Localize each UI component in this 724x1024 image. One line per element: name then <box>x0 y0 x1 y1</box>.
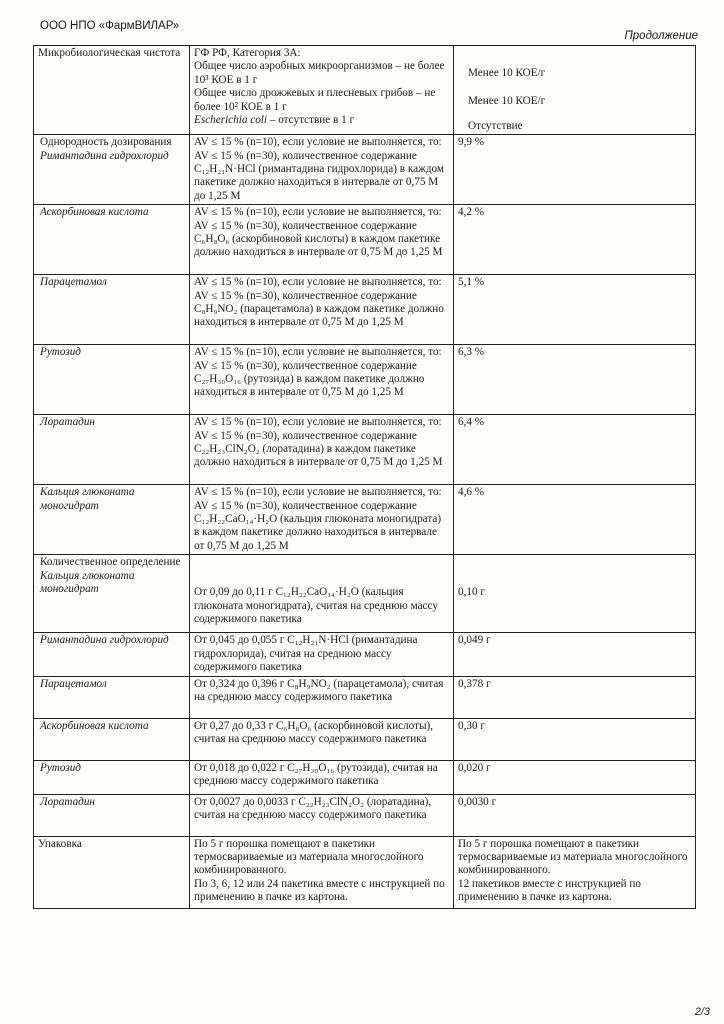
table-row <box>34 760 696 794</box>
micro-req-4 <box>194 114 449 127</box>
assay-res-2: 0,378 г <box>454 676 696 718</box>
assay-name-2: Парацетамол <box>34 676 190 718</box>
assay-req-0-text: От 0,09 до 0,11 г C₁₂H₂₂CaO₁₄·H₂O (кальция глюконата моногидрата), считая на среднюю массу содержимого пакетика <box>194 586 438 626</box>
uniformity-req-0: AV ≤ 15 % (n=10), если условие не выполняется, то: AV ≤ 15 % (n=30), количественное содержание C₁₂H₂₁N·HCl (римантадина гидрохлорида) в каждом пакетике должно находиться в интервале от 0,75 М до 1,25 М <box>190 135 454 205</box>
uniformity-name-4: Лоратадин <box>34 415 190 485</box>
table-row <box>34 275 696 345</box>
table-row <box>34 345 696 415</box>
assay-res-0-text: 0,10 г <box>458 586 485 599</box>
table-row <box>34 415 696 485</box>
assay-req-0 <box>190 555 454 633</box>
assay-req-1: От 0,045 до 0,055 г C₁₂H₂₁N·HCl (римантадина гидрохлорида), считая на среднюю массу содержимого пакетика <box>190 633 454 676</box>
uniformity-req-4: AV ≤ 15 % (n=10), если условие не выполняется, то: AV ≤ 15 % (n=30), количественное содержание C₂₂H₂₃ClN₂O₂ (лоратадина) в каждом пакетике должно находиться в интервале от 0,75 М до 1,25 М <box>190 415 454 485</box>
page-number: 2/3 <box>694 1006 710 1018</box>
micro-req-3: Общее число дрожжевых и плесневых грибов – не более 10² КОЕ в 1 г <box>194 87 436 113</box>
table-row <box>34 135 696 205</box>
packaging-res-2: 12 пакетиков вместе с инструкцией по применению в пачке из картона. <box>458 877 642 904</box>
packaging-results <box>454 836 696 908</box>
micro-label: Микробиологическая чистота <box>34 46 190 135</box>
uniformity-req-3: AV ≤ 15 % (n=10), если условие не выполняется, то: AV ≤ 15 % (n=30), количественное содержание C₂₇H₃₀O₁₆ (рутозида) в каждом пакетике должно находиться в интервале от 0,75 М до 1,25 М <box>190 345 454 415</box>
continuation-label: Продолжение <box>624 30 698 42</box>
table-row <box>34 555 696 633</box>
assay-req-5: От 0,0027 до 0,0033 г C₂₂H₂₃ClN₂O₂ (лоратадина), считая на среднюю массу содержимого пакетика <box>190 794 454 836</box>
table-row-packaging <box>34 836 696 908</box>
packaging-req-1: По 5 г порошка помещают в пакетики термосвариваемые из материала многослойного комбинированного. <box>194 837 424 877</box>
ecoli-rest: – отсутствие в 1 г <box>267 114 355 127</box>
specification-table <box>33 45 696 909</box>
assay-name-cell <box>34 555 190 633</box>
packaging-res-1: По 5 г порошка помещают в пакетики термосвариваемые из материала многослойного комбинированного. <box>458 837 688 877</box>
assay-req-4: От 0,018 до 0,022 г C₂₇H₃₀O₁₆ (рутозида), считая на среднюю массу содержимого пакетика <box>190 760 454 794</box>
uniformity-name-3: Рутозид <box>34 345 190 415</box>
table-row <box>34 718 696 760</box>
uniformity-req-1: AV ≤ 15 % (n=10), если условие не выполняется, то: AV ≤ 15 % (n=30), количественное содержание C₆H₈O₆ (аскорбиновой кислоты) в каждом пакетике должно находиться в интервале от 0,75 М до 1,25 М <box>190 205 454 275</box>
uniformity-req-5: AV ≤ 15 % (n=10), если условие не выполняется, то: AV ≤ 15 % (n=30), количественное содержание C₁₂H₂₂CaO₁₄·H₂O (кальция глюконата моногидрата) в каждом пакетике должно находиться в интервале от 0,75 М до 1,25 М <box>190 485 454 555</box>
assay-name-4: Рутозид <box>34 760 190 794</box>
assay-name-1: Римантадина гидрохлорид <box>34 633 190 676</box>
packaging-requirements <box>190 836 454 908</box>
micro-res-1: Менее 10 КОЕ/г <box>468 67 546 79</box>
table-row <box>34 205 696 275</box>
company-name: ООО НПО «ФармВИЛАР» <box>40 20 180 32</box>
micro-req-1: ГФ РФ, Категория 3А: <box>194 47 301 59</box>
micro-res-3: Отсутствие <box>468 119 523 132</box>
uniformity-label: Однородность дозирования <box>40 136 172 149</box>
micro-requirements <box>190 46 454 135</box>
uniformity-res-0: 9,9 % <box>454 135 696 205</box>
uniformity-name-0: Римантадина гидрохлорид <box>40 149 169 162</box>
assay-res-1: 0,049 г <box>454 633 696 676</box>
table-row <box>34 794 696 836</box>
packaging-label: Упаковка <box>34 836 190 908</box>
table-row <box>34 676 696 718</box>
uniformity-res-4: 6,4 % <box>454 415 696 485</box>
uniformity-res-5: 4,6 % <box>454 485 696 555</box>
assay-req-2: От 0,324 до 0,396 г C₈H₉NO₂ (парацетамола), считая на среднюю массу содержимого пакетика <box>190 676 454 718</box>
micro-req-2: Общее число аэробных микроорганизмов – не более 10³ КОЕ в 1 г <box>194 60 445 86</box>
uniformity-res-1: 4,2 % <box>454 205 696 275</box>
assay-name-3: Аскорбиновая кислота <box>34 718 190 760</box>
uniformity-name-2: Парацетамол <box>34 275 190 345</box>
assay-res-4: 0,020 г <box>454 760 696 794</box>
uniformity-name-cell <box>34 135 190 205</box>
ecoli-name: Escherichia coli <box>194 114 268 127</box>
assay-res-5: 0,0030 г <box>454 794 696 836</box>
table-row-microbiology <box>34 46 696 135</box>
assay-name-5: Лоратадин <box>34 794 190 836</box>
assay-res-0 <box>454 555 696 633</box>
uniformity-name-1: Аскорбиновая кислота <box>34 205 190 275</box>
assay-label: Количественное определение <box>40 556 181 569</box>
assay-name-0: Кальция глюконата моногидрат <box>40 569 135 596</box>
uniformity-res-2: 5,1 % <box>454 275 696 345</box>
table-row <box>34 485 696 555</box>
uniformity-req-2: AV ≤ 15 % (n=10), если условие не выполняется, то: AV ≤ 15 % (n=30), количественное содержание C₈H₉NO₂ (парацетамола) в каждом пакетике должно находиться в интервале от 0,75 М до 1,25 М <box>190 275 454 345</box>
uniformity-res-3: 6,3 % <box>454 345 696 415</box>
assay-req-3: От 0,27 до 0,33 г C₆H₈O₆ (аскорбиновой кислоты), считая на среднюю массу содержимого пакетика <box>190 718 454 760</box>
micro-res-2: Менее 10 КОЕ/г <box>468 95 546 108</box>
micro-results <box>454 46 696 135</box>
assay-res-3: 0,30 г <box>454 718 696 760</box>
uniformity-name-5: Кальция глюконата моногидрат <box>34 485 190 555</box>
table-row <box>34 633 696 676</box>
packaging-req-2: По 3, 6, 12 или 24 пакетика вместе с инструкцией по применению в пачке из картона. <box>194 877 445 904</box>
